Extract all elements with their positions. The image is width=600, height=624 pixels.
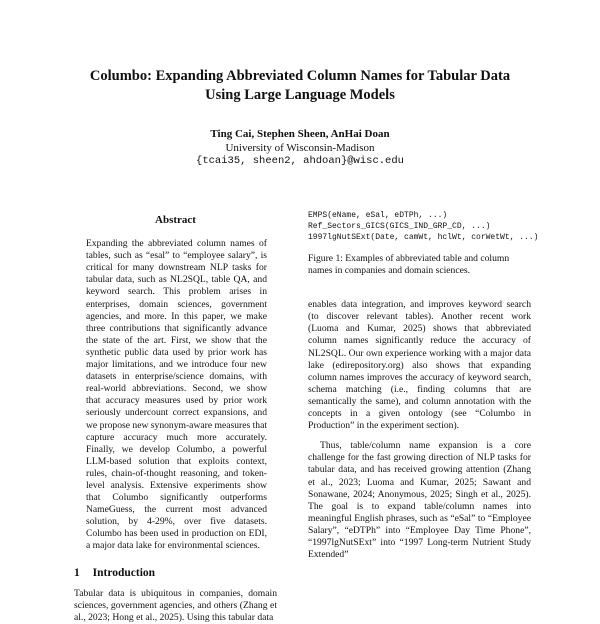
introduction-text: Tabular data is ubiquitous in companies, domain sciences, government agencies, and others (Zhang et al., 2023; Hong et al., 2025). Using this tabular data xyxy=(74,587,277,623)
code-line: 1997lgNutSExt(Date, camWt, hclWt, corWetWt, ...) xyxy=(308,233,539,242)
body-paragraph-1: enables data integration, and improves keyword search (to discover relevant tables). Another recent work (Luoma and Kumar, 2025) shows that abbreviated column names significantly reduce the accuracy of NL2SQL. Our own experience working with a major data lake (edirepository.org) also shows that expanding column names improves the accuracy of keyword search, schema matching (i.e., finding columns that are semantically the same), and column annotation with the concepts in a given ontology (see “Columbo in Production” in the experiment section). xyxy=(308,299,531,432)
abstract-text: Expanding the abbreviated column names of tables, such as “esal” to “employee salary”, is critical for many downstream NLP tasks for tabular data, such as NL2SQL, table QA, and keyword search. This problem arises in enterprises, domain sciences, government agencies, and more. In this paper, we make three contributions that significantly advance the state of the art. First, we show that the synthetic public data used by prior work has major limitations, and we introduce four new datasets in enterprise/science domains, with real-world abbreviations. Second, we show that accuracy measures used by prior work seriously undercount correct expansions, and we propose new synonym-aware measures that capture accuracy much more accurately. Finally, we develop Columbo, a powerful LLM-based solution that exploits context, rules, chain-of-thought reasoning, and token-level analysis. Extensive experiments show that Columbo significantly outperforms NameGuess, the current most advanced solution, by 4-29%, over five datasets. Columbo has been used in production on EDI, a major data lake for environmental sciences. xyxy=(86,238,267,552)
paper-title xyxy=(40,67,560,105)
title-line-1: Columbo: Expanding Abbreviated Column Names for Tabular Data xyxy=(89,68,511,84)
left-column xyxy=(74,214,277,624)
figure-1-code xyxy=(308,210,539,243)
right-column xyxy=(308,210,539,561)
code-line: Ref_Sectors_GICS(GICS_IND_GRP_CD, ...) xyxy=(308,222,491,231)
title-line-2: Using Large Language Models xyxy=(205,87,395,103)
author-names: Ting Cai, Stephen Sheen, AnHai Doan xyxy=(210,128,390,140)
author-block xyxy=(40,128,560,169)
figure-1-caption: Figure 1: Examples of abbreviated table and column names in companies and domain sciences. xyxy=(308,253,510,277)
abstract-heading: Abstract xyxy=(155,214,196,226)
section-title: Introduction xyxy=(92,566,156,579)
section-number: 1 xyxy=(74,566,80,579)
body-paragraph-2: Thus, table/column name expansion is a core challenge for the fast growing direction of NLP tasks for tabular data, and has received growing attention (Zhang et al., 2023; Luoma and Kumar, 2025; Sawant and Sonawane, 2024; Anonymous, 2025; Singh et al., 2025). The goal is to expand table/column names into meaningful English phrases, such as “eSal” to “Employee Salary”, “eDTPh” into “Employee Day Time Phone”, “1997lgNutSExt” into “1997 Long-term Nutrient Study Extended” xyxy=(308,440,531,561)
author-emails: {tcai35, sheen2, ahdoan}@wisc.edu xyxy=(196,155,404,167)
section-heading-introduction xyxy=(74,567,277,579)
code-line: EMPS(eName, eSal, eDTPh, ...) xyxy=(308,211,448,220)
affiliation: University of Wisconsin-Madison xyxy=(225,141,375,154)
